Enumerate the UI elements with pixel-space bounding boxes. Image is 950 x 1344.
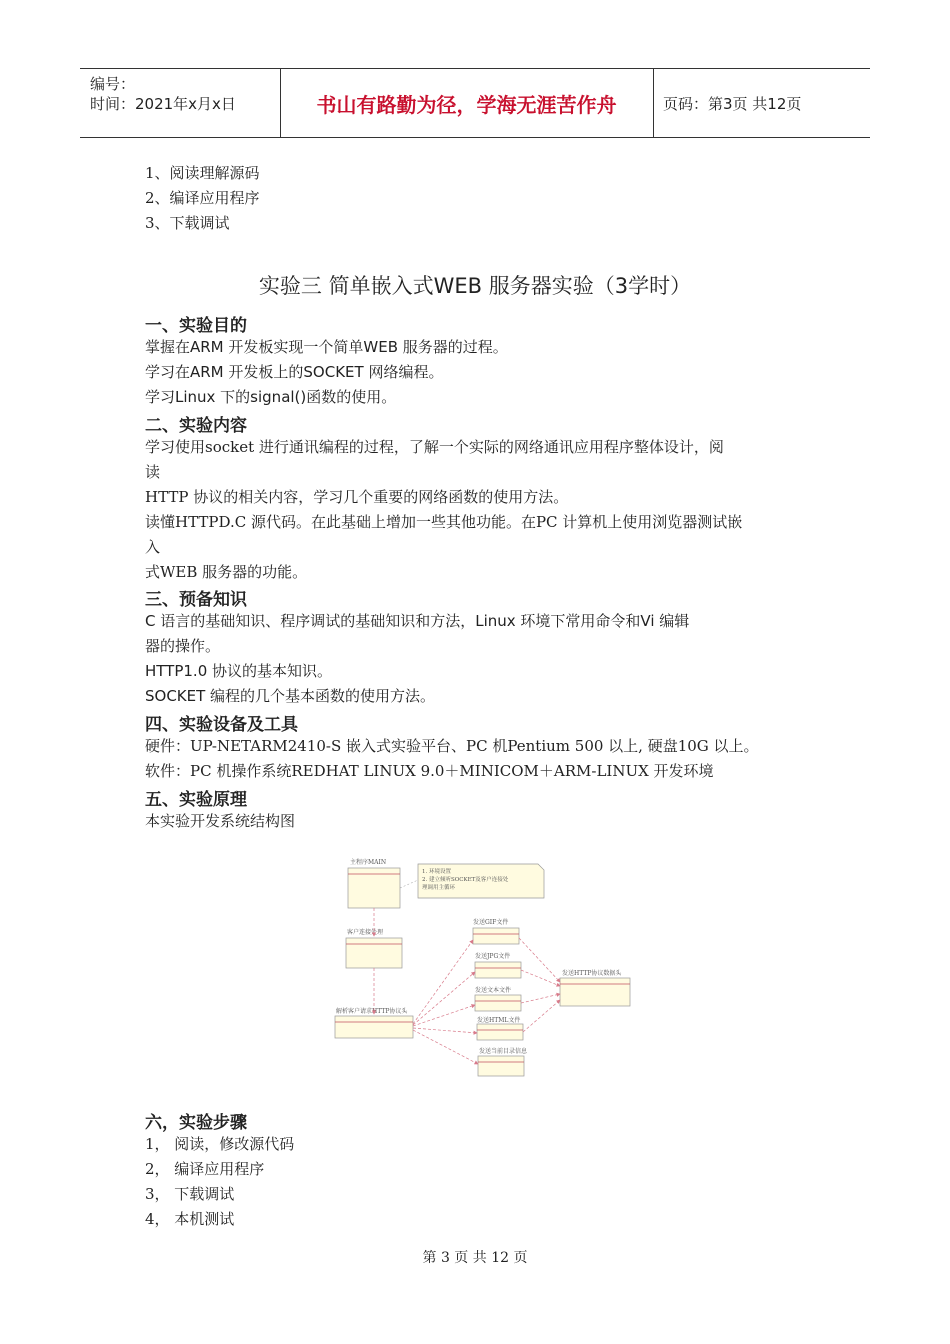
- top-step: 1、阅读理解源码: [145, 164, 260, 182]
- section-line: 入: [145, 538, 161, 556]
- section-heading: 四、实验设备及工具: [145, 715, 298, 735]
- main-label: 主程序MAIN: [350, 859, 387, 866]
- gif-label: 发送GIF文件: [473, 919, 509, 926]
- box-parse: [335, 1007, 413, 1038]
- section-line: 本实验开发系统结构图: [145, 812, 296, 830]
- section-line: SOCKET 编程的几个基本函数的使用方法。: [145, 687, 436, 705]
- section-line: 器的操作。: [145, 637, 221, 655]
- header-left-cell: [80, 69, 281, 137]
- header-page-cell: [653, 69, 870, 137]
- header-label: 发送HTTP协议数据头: [562, 970, 622, 977]
- client-label: 客户连接处理: [347, 929, 384, 936]
- header-motto-cell: [280, 69, 654, 137]
- parse-label: 解析客户请求HTTP协议头: [336, 1008, 408, 1015]
- section-line: 硬件：UP-NETARM2410-S 嵌入式实验平台、PC 机Pentium 500 以上, 硬盘10G 以上。: [145, 737, 759, 755]
- section-line: 3， 下载调试: [145, 1185, 235, 1203]
- diagram-arrows: [374, 908, 560, 1064]
- section-line: 读懂HTTPD.C 源代码。在此基础上增加一些其他功能。在PC 计算机上使用浏览器测试嵌: [145, 513, 743, 531]
- section-line: 式WEB 服务器的功能。: [145, 563, 308, 581]
- section-line: 掌握在ARM 开发板实现一个简单WEB 服务器的过程。: [145, 338, 508, 356]
- motto: 书山有路勤为径，学海无涯苦作舟: [316, 92, 617, 117]
- system-structure-diagram: [330, 850, 650, 1090]
- section-heading: 六，实验步骤: [145, 1113, 247, 1133]
- section-line: 读: [145, 463, 161, 481]
- section-line: 2， 编译应用程序: [145, 1160, 265, 1178]
- box-main: [348, 858, 400, 908]
- text-label: 发送文本文件: [475, 987, 512, 994]
- html-label: 发送HTML文件: [477, 1017, 521, 1024]
- jpg-label: 发送JPG文件: [475, 953, 511, 960]
- section-line: HTTP 协议的相关内容，学习几个重要的网络函数的使用方法。: [145, 488, 569, 506]
- page-header: [80, 68, 870, 138]
- section-line: 学习Linux 下的signal()函数的使用。: [145, 388, 397, 406]
- page-label: 页码：第3页 共12页: [663, 94, 802, 113]
- time-label: 时间：2021年x月x日: [90, 95, 236, 113]
- section-line: 学习在ARM 开发板上的SOCKET 网络编程。: [145, 363, 444, 381]
- box-gif: [473, 918, 519, 944]
- box-header: [560, 969, 630, 1006]
- section-heading: 一、实验目的: [145, 316, 247, 336]
- section-heading: 三、预备知识: [145, 590, 247, 610]
- box-jpg: [475, 952, 521, 978]
- box-text: [475, 986, 521, 1011]
- top-step: 3、下载调试: [145, 214, 230, 232]
- note-line: 2. 建立倾听SOCKET及客户连接处: [422, 877, 509, 883]
- page-footer: 第 3 页 共 12 页: [422, 1250, 528, 1266]
- section-line: 4， 本机测试: [145, 1210, 235, 1228]
- section-line: 软件：PC 机操作系统REDHAT LINUX 9.0＋MINICOM＋ARM-LINUX 开发环境: [145, 762, 714, 780]
- top-step: 2、编译应用程序: [145, 189, 260, 207]
- section-heading: 五、实验原理: [145, 790, 247, 810]
- note-box: [418, 864, 544, 898]
- section-line: C 语言的基础知识、程序调试的基础知识和方法，Linux 环境下常用命令和Vi 编辑: [145, 612, 690, 630]
- number-label: 编号：: [90, 75, 136, 93]
- section-line: 1， 阅读，修改源代码: [145, 1135, 295, 1153]
- note-line: 1. 环境设置: [422, 869, 451, 875]
- dir-label: 发送当前目录信息: [479, 1048, 528, 1055]
- section-heading: 二、实验内容: [145, 416, 247, 436]
- box-html: [477, 1016, 523, 1040]
- experiment-title: 实验三 简单嵌入式WEB 服务器实验（3学时）: [258, 274, 692, 298]
- note-line: 理调用主循环: [422, 885, 456, 891]
- section-line: 学习使用socket 进行通讯编程的过程，了解一个实际的网络通讯应用程序整体设计，阅: [145, 438, 724, 456]
- section-line: HTTP1.0 协议的基本知识。: [145, 662, 333, 680]
- box-dir: [478, 1047, 528, 1076]
